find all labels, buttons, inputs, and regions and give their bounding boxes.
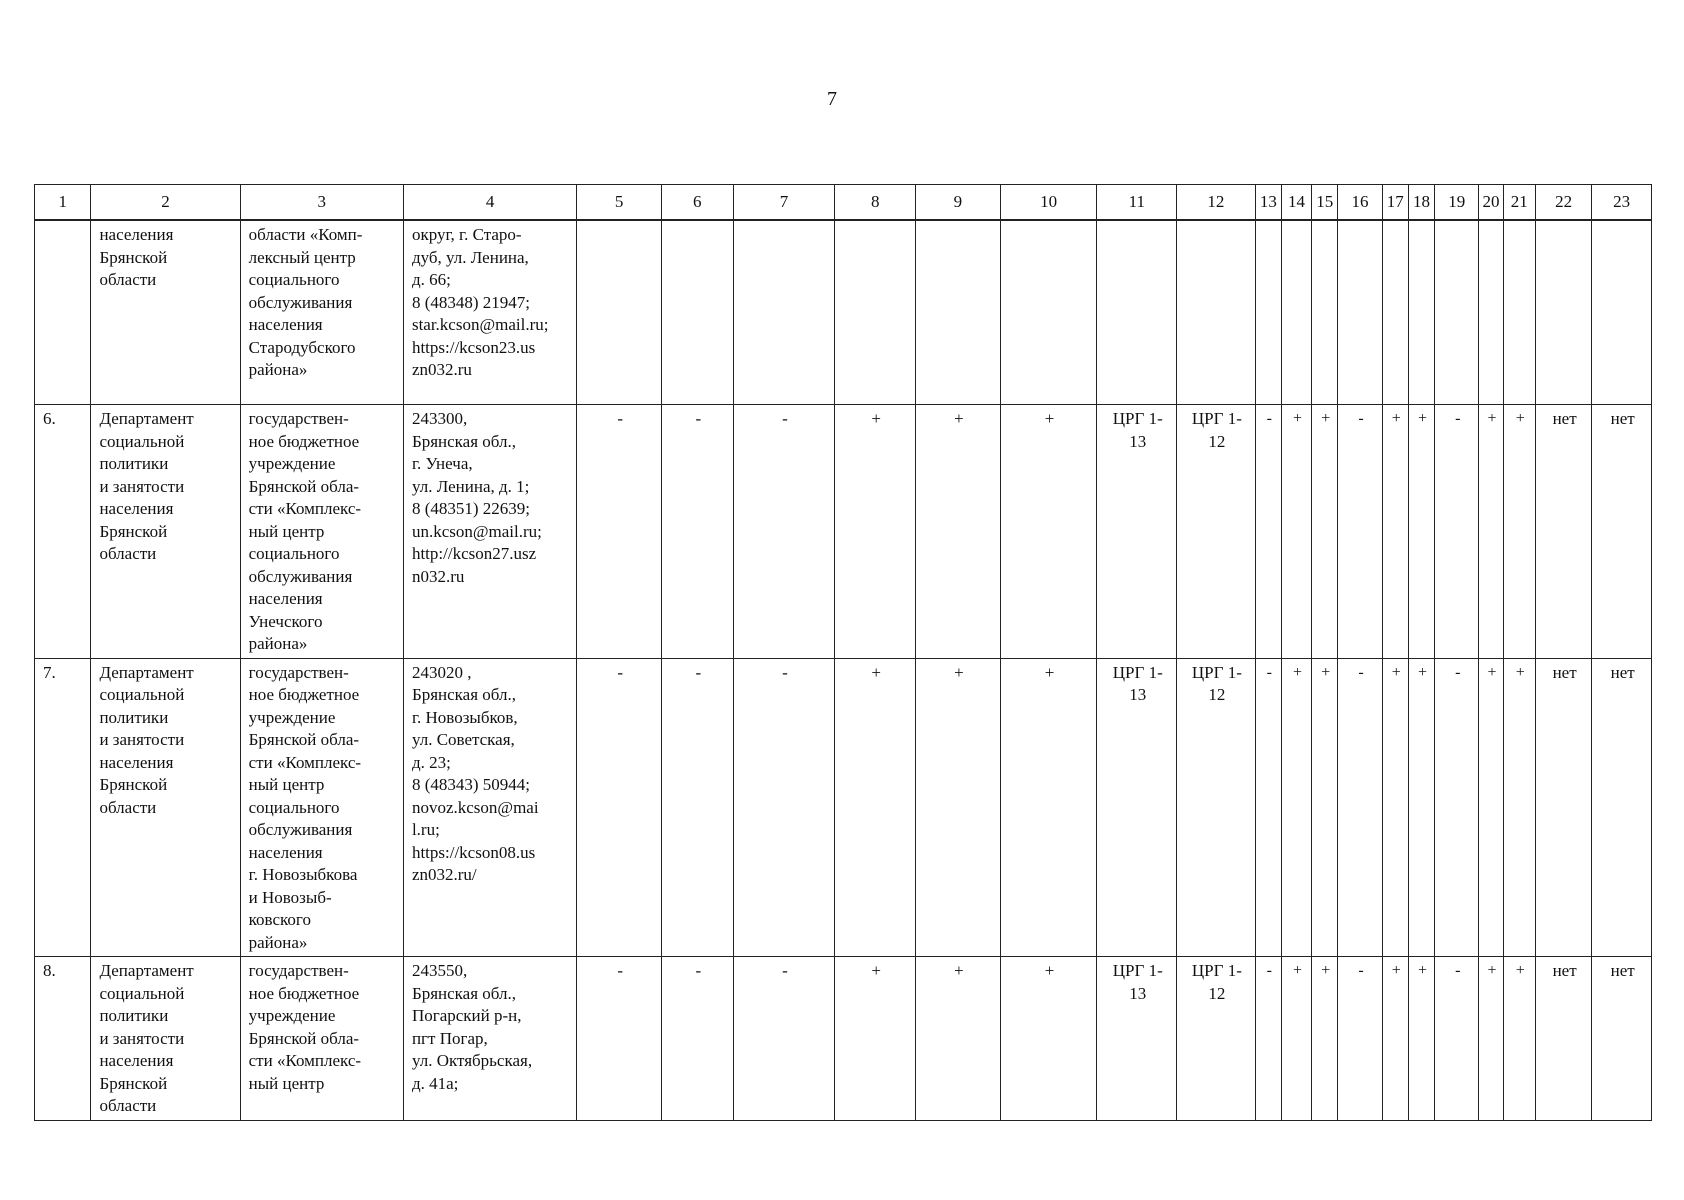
value-cell-col-8-text: +	[871, 961, 881, 980]
value-cell-col-23	[1592, 405, 1652, 659]
page-number: 7	[827, 88, 837, 110]
value-cell-col-12-text: ЦРГ 1- 12	[1191, 961, 1242, 1003]
value-cell-col-18	[1408, 658, 1434, 957]
authority-cell-text: населения Брянской области	[99, 225, 174, 289]
value-cell-col-9	[916, 957, 1001, 1121]
value-cell-col-11	[1097, 957, 1177, 1121]
row-number-cell-text: 6.	[43, 409, 56, 428]
value-cell-col-21	[1503, 220, 1535, 405]
value-cell-col-17-text: +	[1391, 962, 1401, 979]
contacts-cell-text: 243550, Брянская обл., Погарский р-н, пгт Погар, ул. Октябрьская, д. 41а;	[411, 961, 533, 1093]
institution-cell	[240, 658, 403, 957]
data-table	[34, 184, 1652, 1121]
column-header-2: 2	[91, 185, 240, 221]
value-cell-col-16-text: -	[1358, 410, 1364, 427]
value-cell-col-7	[733, 220, 835, 405]
column-header-3: 3	[240, 185, 403, 221]
value-cell-col-5-text: -	[617, 662, 624, 682]
value-cell-col-19-text: -	[1455, 663, 1461, 681]
value-cell-col-5	[577, 220, 662, 405]
value-cell-col-22	[1535, 957, 1591, 1121]
authority-cell	[91, 220, 240, 405]
value-cell-col-21-text: +	[1515, 410, 1525, 427]
authority-cell-text: Департамент социальной политики и занятости населения Брянской области	[99, 662, 194, 817]
value-cell-col-14	[1281, 658, 1311, 957]
value-cell-col-13	[1255, 658, 1281, 957]
value-cell-col-12	[1177, 405, 1256, 659]
value-cell-col-19-text: -	[1455, 410, 1461, 427]
value-cell-col-23	[1592, 220, 1652, 405]
column-header-16: 16	[1338, 185, 1382, 221]
authority-cell	[91, 957, 240, 1121]
value-cell-col-21	[1503, 405, 1535, 659]
value-cell-col-16	[1338, 658, 1382, 957]
value-cell-col-15-text: +	[1321, 962, 1331, 979]
column-header-23: 23	[1592, 185, 1652, 221]
value-cell-col-11-text: ЦРГ 1- 13	[1112, 961, 1163, 1003]
column-header-13: 13	[1255, 185, 1281, 221]
value-cell-col-17-text: +	[1391, 663, 1401, 681]
authority-cell-text: Департамент социальной политики и занятости населения Брянской области	[99, 409, 194, 563]
value-cell-col-22	[1535, 658, 1591, 957]
value-cell-col-13	[1255, 957, 1281, 1121]
column-header-20: 20	[1479, 185, 1503, 221]
value-cell-col-23-text: нет	[1610, 662, 1635, 682]
value-cell-col-19	[1435, 405, 1479, 659]
value-cell-col-13-text: -	[1266, 410, 1272, 427]
value-cell-col-15-text: +	[1321, 410, 1331, 427]
institution-cell-text: области «Комп- лексный центр социального обслуживания населения Стародубского района»	[248, 225, 363, 379]
value-cell-col-8	[835, 220, 916, 405]
value-cell-col-6-text: -	[695, 961, 702, 980]
value-cell-col-21-text: +	[1515, 663, 1525, 681]
row-number-cell	[35, 405, 91, 659]
authority-cell	[91, 658, 240, 957]
value-cell-col-9-text: +	[954, 662, 964, 682]
value-cell-col-5	[577, 658, 662, 957]
authority-cell-text: Департамент социальной политики и занятости населения Брянской области	[99, 961, 194, 1115]
value-cell-col-13	[1255, 405, 1281, 659]
value-cell-col-6	[662, 957, 734, 1121]
value-cell-col-17	[1382, 658, 1408, 957]
value-cell-col-7	[733, 957, 835, 1121]
contacts-cell	[403, 220, 576, 405]
institution-cell-text: государствен- ное бюджетное учреждение Брянской обла- сти «Комплекс- ный центр социального обслуживания населения Унечского района»	[248, 409, 362, 653]
value-cell-col-11	[1097, 220, 1177, 405]
value-cell-col-20-text: +	[1487, 663, 1497, 681]
institution-cell	[240, 220, 403, 405]
value-cell-col-16-text: -	[1358, 962, 1364, 979]
value-cell-col-13-text: -	[1266, 962, 1272, 979]
value-cell-col-9	[916, 405, 1001, 659]
institution-cell	[240, 405, 403, 659]
value-cell-col-14-text: +	[1293, 962, 1303, 979]
value-cell-col-20	[1479, 957, 1503, 1121]
value-cell-col-17	[1382, 405, 1408, 659]
value-cell-col-23-text: нет	[1610, 961, 1635, 980]
row-number-cell-text: 8.	[43, 961, 56, 980]
value-cell-col-23	[1592, 957, 1652, 1121]
value-cell-col-18-text: +	[1417, 962, 1428, 979]
value-cell-col-10-text: +	[1044, 662, 1055, 682]
value-cell-col-17	[1382, 220, 1408, 405]
value-cell-col-8	[835, 957, 916, 1121]
institution-cell-text: государствен- ное бюджетное учреждение Брянской обла- сти «Комплекс- ный центр социального обслуживания населения г. Новозыбкова и Новозыб- ковского района»	[248, 662, 362, 952]
value-cell-col-22	[1535, 405, 1591, 659]
column-header-19: 19	[1435, 185, 1479, 221]
value-cell-col-12	[1177, 658, 1256, 957]
value-cell-col-10	[1000, 220, 1097, 405]
value-cell-col-14	[1281, 220, 1311, 405]
value-cell-col-6-text: -	[695, 409, 702, 428]
value-cell-col-5-text: -	[617, 961, 624, 980]
value-cell-col-20	[1479, 220, 1503, 405]
column-header-18: 18	[1408, 185, 1434, 221]
value-cell-col-19	[1435, 658, 1479, 957]
value-cell-col-9-text: +	[954, 961, 964, 980]
value-cell-col-9-text: +	[954, 409, 964, 428]
value-cell-col-15	[1312, 405, 1338, 659]
value-cell-col-21	[1503, 658, 1535, 957]
column-header-7: 7	[733, 185, 835, 221]
value-cell-col-21-text: +	[1515, 962, 1525, 979]
institution-cell	[240, 957, 403, 1121]
column-header-14: 14	[1281, 185, 1311, 221]
column-header-5: 5	[577, 185, 662, 221]
value-cell-col-18	[1408, 220, 1434, 405]
value-cell-col-17	[1382, 957, 1408, 1121]
table-row	[35, 658, 1652, 957]
value-cell-col-6-text: -	[695, 662, 702, 682]
value-cell-col-18	[1408, 957, 1434, 1121]
value-cell-col-11	[1097, 405, 1177, 659]
value-cell-col-14	[1281, 957, 1311, 1121]
column-header-15: 15	[1312, 185, 1338, 221]
contacts-cell-text: 243020 , Брянская обл., г. Новозыбков, ул. Советская, д. 23; 8 (48343) 50944; novoz.kcson@mai l.ru; https://kcson08.us zn032.ru/	[411, 662, 539, 884]
value-cell-col-13	[1255, 220, 1281, 405]
table-row	[35, 220, 1652, 405]
column-header-4: 4	[403, 185, 576, 221]
value-cell-col-8	[835, 658, 916, 957]
value-cell-col-7-text: -	[782, 961, 788, 980]
value-cell-col-9	[916, 220, 1001, 405]
value-cell-col-10	[1000, 957, 1097, 1121]
value-cell-col-7	[733, 658, 835, 957]
contacts-cell	[403, 957, 576, 1121]
value-cell-col-22	[1535, 220, 1591, 405]
value-cell-col-10-text: +	[1044, 961, 1055, 980]
value-cell-col-20	[1479, 658, 1503, 957]
value-cell-col-20-text: +	[1487, 962, 1497, 979]
value-cell-col-22-text: нет	[1552, 961, 1577, 980]
value-cell-col-11-text: ЦРГ 1- 13	[1112, 409, 1163, 451]
value-cell-col-5-text: -	[617, 409, 624, 428]
value-cell-col-16	[1338, 220, 1382, 405]
value-cell-col-12	[1177, 957, 1256, 1121]
value-cell-col-7-text: -	[782, 662, 788, 682]
contacts-cell	[403, 405, 576, 659]
value-cell-col-21	[1503, 957, 1535, 1121]
value-cell-col-18-text: +	[1417, 410, 1428, 427]
value-cell-col-7-text: -	[782, 409, 788, 428]
column-header-22: 22	[1535, 185, 1591, 221]
row-number-cell-text: 7.	[43, 662, 56, 682]
contacts-cell-text: округ, г. Старо- дуб, ул. Ленина, д. 66; 8 (48348) 21947; star.kcson@mail.ru; https://kcson23.us zn032.ru	[411, 225, 549, 379]
table-row	[35, 957, 1652, 1121]
column-header-21: 21	[1503, 185, 1535, 221]
row-number-cell	[35, 658, 91, 957]
value-cell-col-15-text: +	[1321, 663, 1331, 681]
column-header-12: 12	[1177, 185, 1256, 221]
value-cell-col-5	[577, 957, 662, 1121]
column-header-9: 9	[916, 185, 1001, 221]
value-cell-col-8-text: +	[871, 662, 881, 682]
row-number-cell	[35, 957, 91, 1121]
column-number-header	[35, 185, 1652, 221]
value-cell-col-5	[577, 405, 662, 659]
column-header-8: 8	[835, 185, 916, 221]
value-cell-col-6	[662, 405, 734, 659]
value-cell-col-15	[1312, 658, 1338, 957]
authority-cell	[91, 405, 240, 659]
value-cell-col-23	[1592, 658, 1652, 957]
contacts-cell-text: 243300, Брянская обл., г. Унеча, ул. Ленина, д. 1; 8 (48351) 22639; un.kcson@mail.ru; http://kcson27.usz n032.ru	[411, 409, 542, 586]
value-cell-col-6	[662, 220, 734, 405]
value-cell-col-18	[1408, 405, 1434, 659]
value-cell-col-14-text: +	[1293, 663, 1303, 681]
value-cell-col-17-text: +	[1391, 410, 1401, 427]
value-cell-col-20-text: +	[1487, 410, 1497, 427]
value-cell-col-23-text: нет	[1610, 409, 1635, 428]
column-header-1: 1	[35, 185, 91, 221]
value-cell-col-19-text: -	[1455, 962, 1461, 979]
value-cell-col-8-text: +	[871, 409, 881, 428]
value-cell-col-22-text: нет	[1552, 662, 1577, 682]
institution-cell-text: государствен- ное бюджетное учреждение Брянской обла- сти «Комплекс- ный центр	[248, 961, 362, 1093]
value-cell-col-12-text: ЦРГ 1- 12	[1191, 409, 1242, 451]
value-cell-col-10	[1000, 658, 1097, 957]
value-cell-col-14-text: +	[1293, 410, 1303, 427]
value-cell-col-14	[1281, 405, 1311, 659]
column-header-10: 10	[1000, 185, 1097, 221]
value-cell-col-22-text: нет	[1552, 409, 1577, 428]
value-cell-col-15	[1312, 957, 1338, 1121]
value-cell-col-10-text: +	[1044, 409, 1055, 428]
value-cell-col-18-text: +	[1417, 663, 1428, 681]
column-header-11: 11	[1097, 185, 1177, 221]
value-cell-col-12-text: ЦРГ 1- 12	[1191, 662, 1242, 704]
value-cell-col-11	[1097, 658, 1177, 957]
value-cell-col-13-text: -	[1266, 663, 1272, 681]
column-header-6: 6	[662, 185, 734, 221]
contacts-cell	[403, 658, 576, 957]
value-cell-col-15	[1312, 220, 1338, 405]
value-cell-col-16-text: -	[1358, 663, 1364, 681]
value-cell-col-6	[662, 658, 734, 957]
row-number-cell	[35, 220, 91, 405]
value-cell-col-8	[835, 405, 916, 659]
value-cell-col-9	[916, 658, 1001, 957]
value-cell-col-19	[1435, 220, 1479, 405]
value-cell-col-16	[1338, 957, 1382, 1121]
value-cell-col-11-text: ЦРГ 1- 13	[1112, 662, 1163, 704]
value-cell-col-7	[733, 405, 835, 659]
column-header-17: 17	[1382, 185, 1408, 221]
value-cell-col-20	[1479, 405, 1503, 659]
value-cell-col-10	[1000, 405, 1097, 659]
value-cell-col-12	[1177, 220, 1256, 405]
table-row	[35, 405, 1652, 659]
value-cell-col-16	[1338, 405, 1382, 659]
value-cell-col-19	[1435, 957, 1479, 1121]
